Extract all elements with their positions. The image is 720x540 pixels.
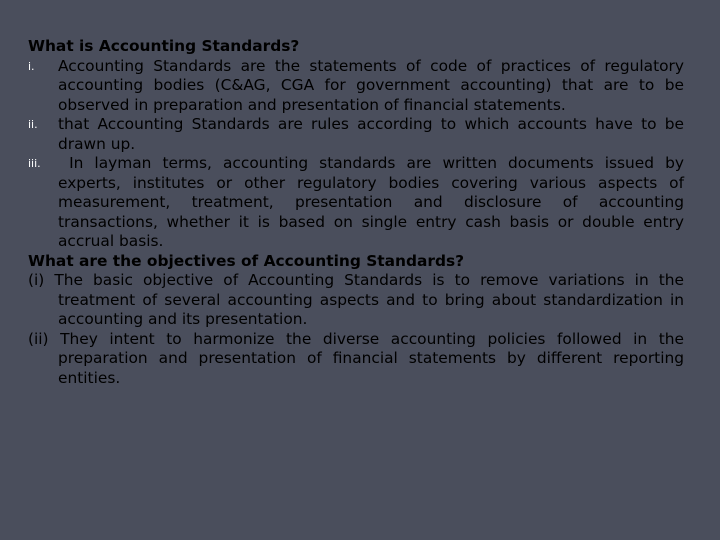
list-marker: iii. bbox=[28, 157, 41, 170]
list-item-text: Accounting Standards are the statements of code of practices of regulatory accounting bodies (C&AG, CGA for government accounting) that are to be observed in preparation and presentation of financial statements. bbox=[58, 56, 684, 114]
list-marker: i. bbox=[28, 59, 35, 73]
section-heading-objectives: What are the objectives of Accounting Standards? bbox=[28, 251, 465, 270]
list-marker: ii. bbox=[28, 118, 38, 131]
list-item-text: In layman terms, accounting standards are written documents issued by experts, institutes or other regulatory bodies covering various aspects of measurement, treatment, presentation and disclosure of accounting transactions, whether it is based on single entry cash basis or double entry accrual basis. bbox=[58, 154, 689, 250]
slide-content bbox=[28, 37, 689, 388]
objective-paragraph: (i) The basic objective of Accounting Standards is to remove variations in the treatment of several accounting aspects and to bring about standardization in accounting and its presentation. bbox=[28, 271, 684, 328]
list-item bbox=[28, 57, 684, 116]
list-item bbox=[28, 154, 689, 252]
list-item bbox=[28, 115, 684, 154]
objective-paragraph: (ii) They intent to harmonize the diverse accounting policies followed in the preparation and presentation of financial statements by different reporting entities. bbox=[28, 329, 684, 387]
section-heading-what-is: What is Accounting Standards? bbox=[28, 37, 300, 55]
list-item-text: that Accounting Standards are rules according to which accounts have to be drawn up. bbox=[58, 115, 684, 153]
